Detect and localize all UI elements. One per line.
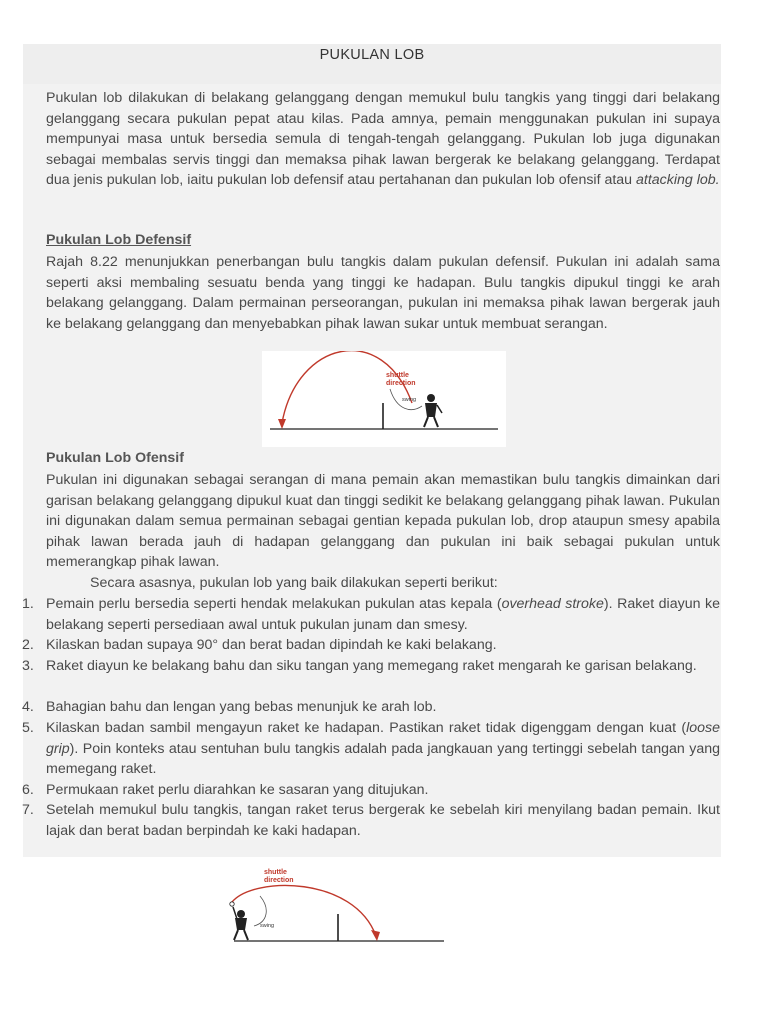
list-item-number: 5. <box>22 720 34 736</box>
section-body-defensif: Rajah 8.22 menunjukkan penerbangan bulu tangkis dalam pukulan defensif. Pukulan ini adalah sama seperti aksi membaling sesuatu benda yang tinggi ke hadapan. Bulu tangkis dipukul tinggi ke arah belakang gelanggang. Dalam permainan perseorangan, pukulan ini memaksa pihak lawan bergerak jauh ke belakang gelanggang dan menyebabkan pihak lawan sukar untuk membuat serangan. <box>46 254 720 332</box>
list-item-text: Bahagian bahu dan lengan yang bebas menunjuk ke arah lob. <box>46 699 437 715</box>
steps-lead: Secara asasnya, pukulan lob yang baik dilakukan seperti berikut: <box>90 575 498 591</box>
list-item-text: Permukaan raket perlu diarahkan ke sasaran yang ditujukan. <box>46 782 429 798</box>
list-item-text: Kilaskan badan sambil mengayun raket ke hadapan. Pastikan raket tidak digenggam dengan kuat (loose grip). Poin konteks atau sentuhan bulu tangkis adalah pada jangkauan yang tertinggi sebelah tangan yang memegang raket. <box>46 720 720 778</box>
section-heading-ofensif: Pukulan Lob Ofensif <box>46 450 184 466</box>
player-figure <box>424 394 442 427</box>
offensive-lob-diagram <box>224 866 448 946</box>
list-item-number: 7. <box>22 802 34 818</box>
list-item-number: 1. <box>22 596 34 612</box>
figure-defensive-lob <box>262 351 506 447</box>
shuttle-direction-label-1: shuttle <box>264 869 287 876</box>
shuttle-trajectory <box>282 351 412 423</box>
intro-paragraph <box>46 88 720 191</box>
list-item-text: Raket diayun ke belakang bahu dan siku tangan yang memegang raket mengarah ke garisan belakang. <box>46 658 697 674</box>
shuttle-direction-label-1: shuttle <box>386 372 409 379</box>
shuttle-direction-label-2: direction <box>264 877 294 884</box>
trajectory-arrowhead <box>278 419 286 429</box>
shuttle-direction-label-2: direction <box>386 380 416 387</box>
player-figure <box>230 902 248 940</box>
section-heading-defensif: Pukulan Lob Defensif <box>46 232 192 248</box>
list-item-number: 4. <box>22 699 34 715</box>
list-item-number: 2. <box>22 637 34 653</box>
list-item-number: 3. <box>22 658 34 674</box>
intro-italic: attacking lob. <box>636 172 720 189</box>
swing-label: swing <box>260 923 275 929</box>
list-item-number: 6. <box>22 782 34 798</box>
intro-text: Pukulan lob dilakukan di belakang gelanggang dengan memukul bulu tangkis yang tinggi dari belakang gelanggang secara pukulan pepat atau kilas. Pada amnya, pemain menggunakan pukulan ini supaya mempunyai masa untuk bersedia semula di tengah-tengah gelanggang. Pukulan lob juga digunakan sebagai membalas servis tinggi dan memaksa pihak lawan bergerak ke belakang gelanggang. Terdapat dua jenis pukulan lob, iaitu pukulan lob defensif atau pertahanan dan pukulan lob ofensif atau <box>46 90 720 189</box>
list-item-text: Kilaskan badan supaya 90° dan berat badan dipindah ke kaki belakang. <box>46 637 497 653</box>
list-item-text: Pemain perlu bersedia seperti hendak melakukan pukulan atas kepala (overhead stroke). Raket diayun ke belakang seperti persediaan awal untuk pukulan junam dan smesy. <box>46 596 720 633</box>
swing-arc <box>254 896 266 926</box>
trajectory-arrowhead <box>371 930 380 941</box>
document-title: PUKULAN LOB <box>319 47 425 63</box>
list-item-text: Setelah memukul bulu tangkis, tangan raket terus bergerak ke sebelah kiri menyilang badan pemain. Ikut lajak dan berat badan berpindah ke kaki hadapan. <box>46 802 720 839</box>
shuttle-trajectory <box>232 885 376 936</box>
figure-offensive-lob <box>224 866 448 946</box>
swing-label: swing <box>402 397 417 403</box>
defensive-lob-diagram <box>262 351 506 447</box>
section-body-ofensif: Pukulan ini digunakan sebagai serangan di mana pemain akan memastikan bulu tangkis dimainkan dari garisan belakang gelanggang dipukul kuat dan tinggi sedikit ke belakang gelanggang pihak lawan. Pukulan ini digunakan dalam semua permainan sebagai gentian kepada pukulan lob, drop ataupun smesy apabila pihak lawan berada jauh di hadapan gelanggang dan pukulan ini baik sebagai pukulan untuk memerangkap pihak lawan. <box>46 472 720 571</box>
